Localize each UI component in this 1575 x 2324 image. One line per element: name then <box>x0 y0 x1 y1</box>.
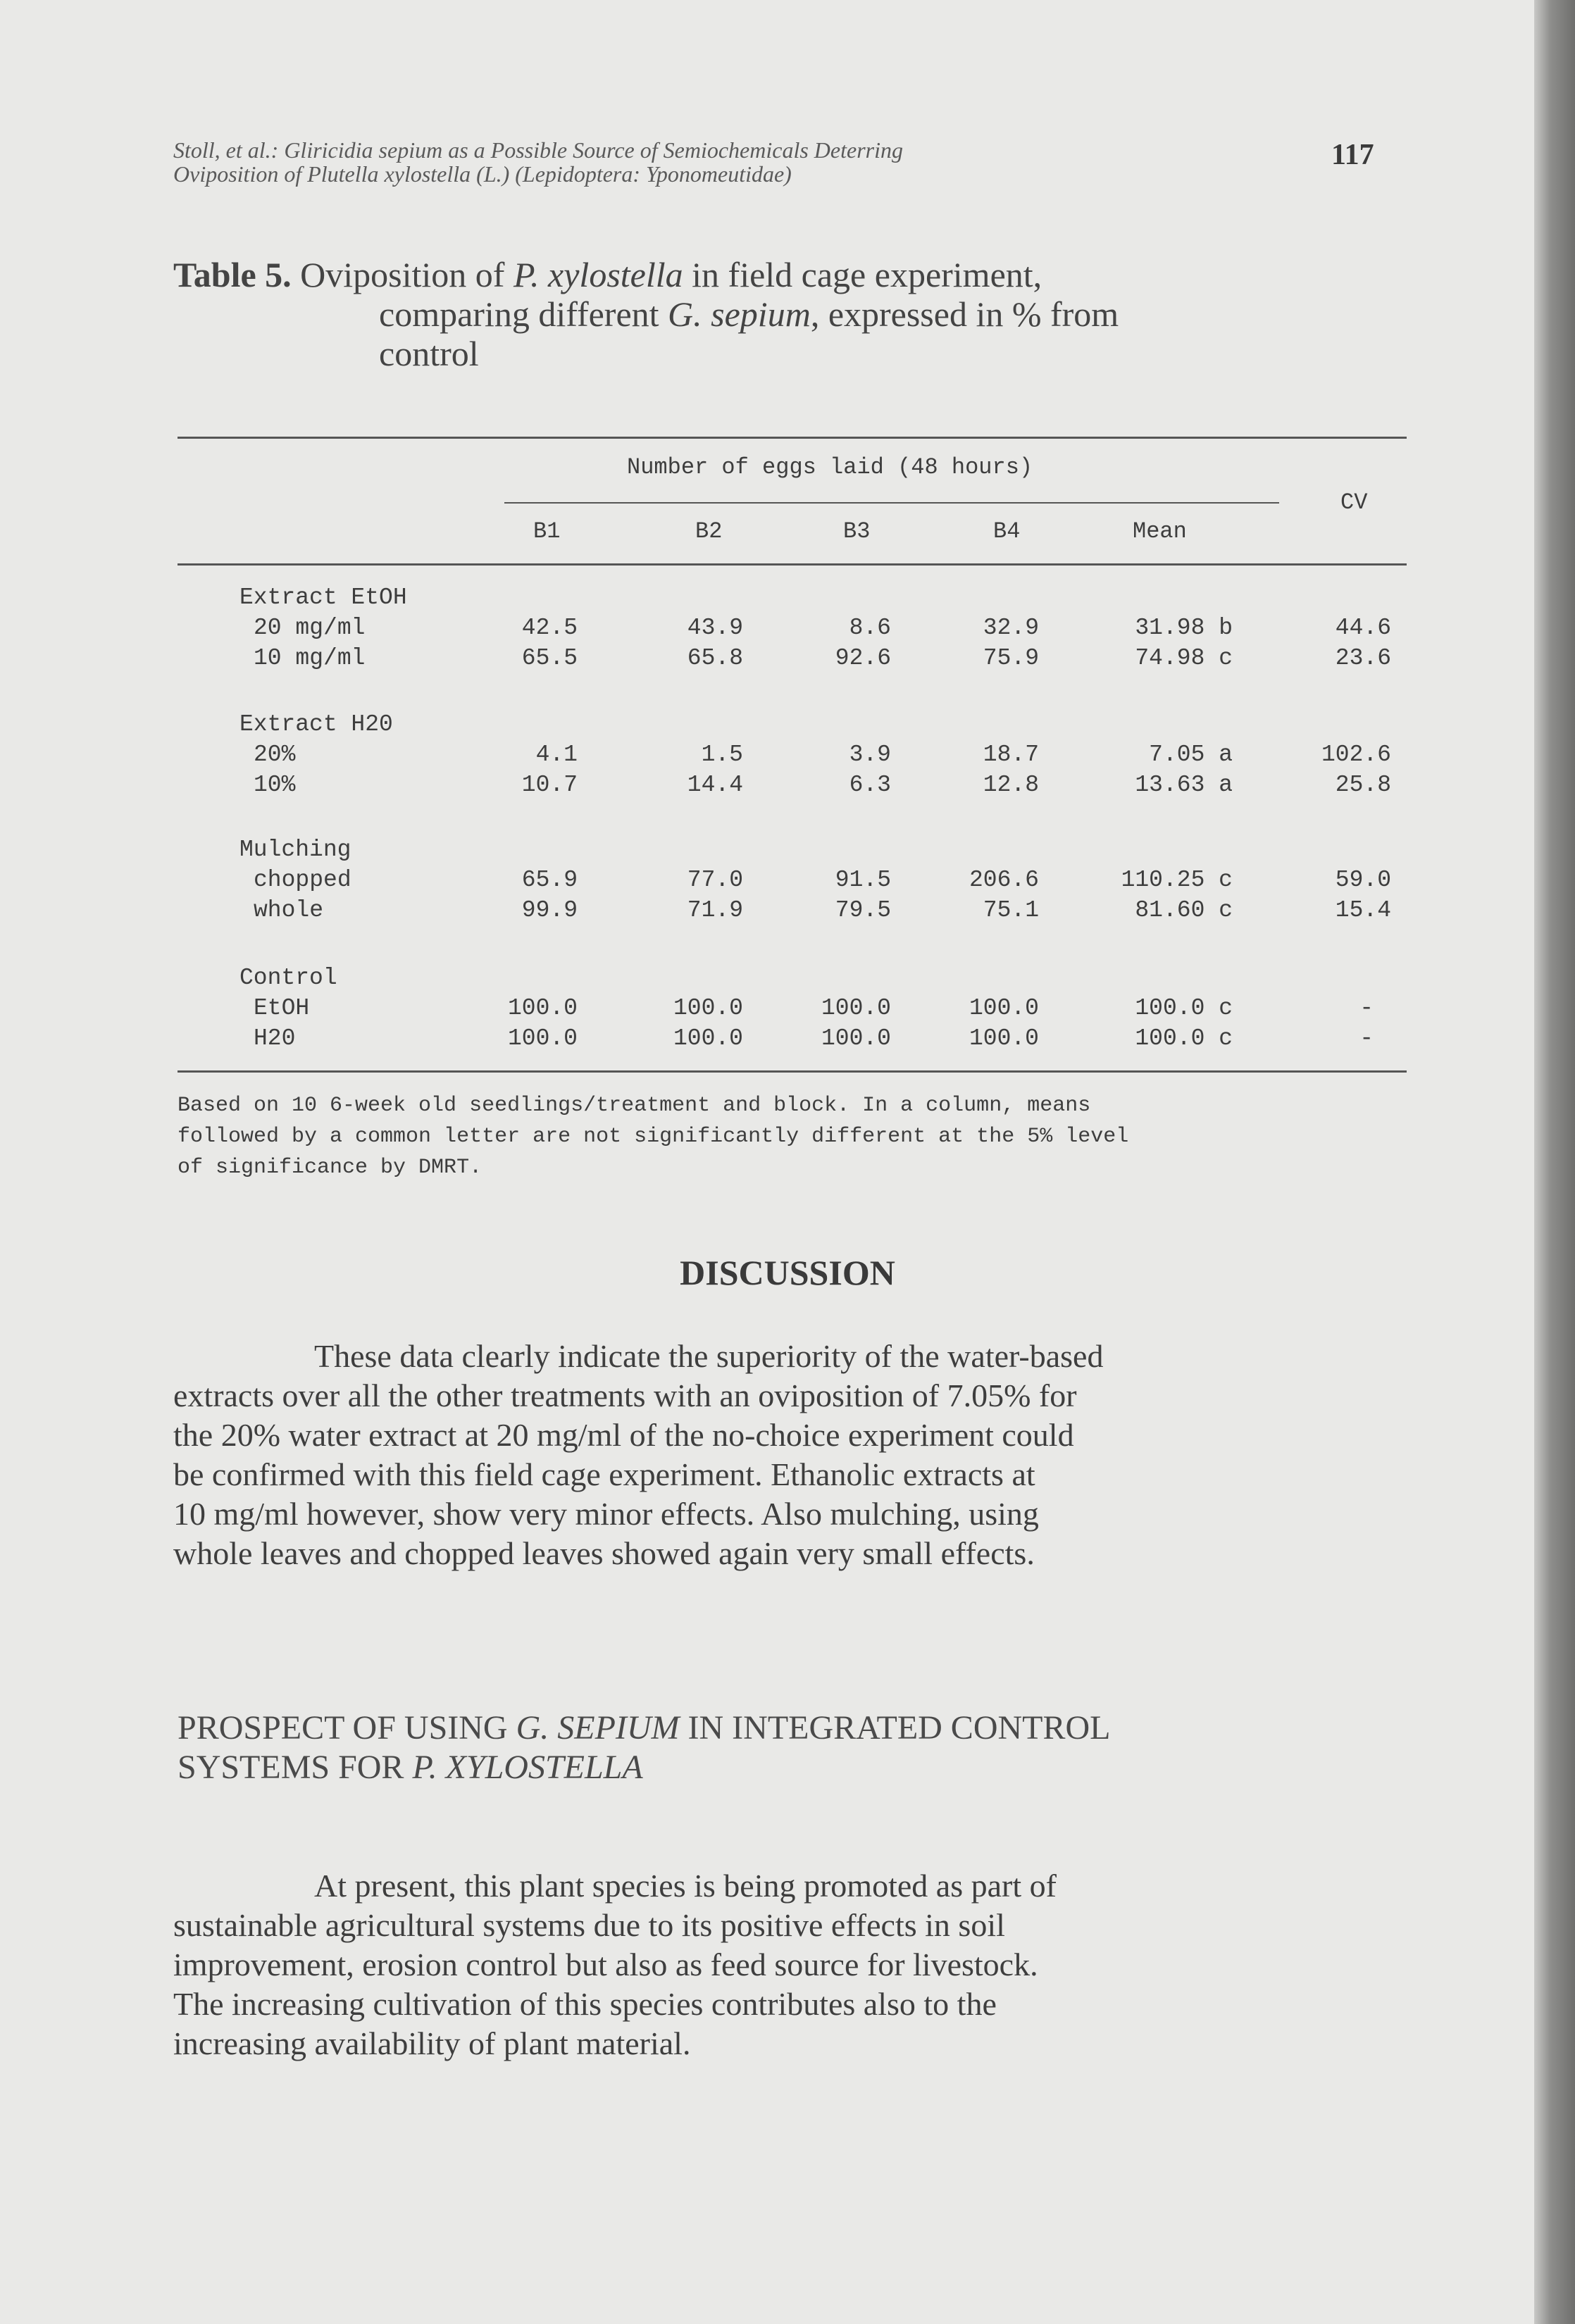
footnote-line-2: followed by a common letter are not significantly different at the 5% level <box>178 1125 1129 1149</box>
group-label-mulching: Mulching <box>239 837 351 863</box>
prospect-line: sustainable agricultural systems due to its positive effects in soil <box>173 1907 1005 1943</box>
cell-b1: 42.5 <box>521 615 578 641</box>
caption-species-2: G. sepium <box>668 294 811 334</box>
cell-b1: 99.9 <box>521 897 578 923</box>
row-label: 20 mg/ml <box>254 615 366 641</box>
row-label: EtOH <box>254 995 310 1021</box>
cell-b1: 10.7 <box>521 772 578 798</box>
cell-b2: 100.0 <box>673 995 743 1021</box>
table-bottom-rule <box>178 1070 1407 1073</box>
table-caption <box>173 255 1399 373</box>
prospect-heading-2a: SYSTEMS FOR <box>178 1749 413 1786</box>
col-header-b1: B1 <box>533 518 561 544</box>
cell-b4: 18.7 <box>983 742 1039 768</box>
cell-mean: 110.25 c <box>1121 867 1233 893</box>
group-label-extract-etoh: Extract EtOH <box>239 585 407 611</box>
caption-text-1a: Oviposition of <box>300 255 513 294</box>
cell-b3: 3.9 <box>849 742 891 768</box>
row-label: H20 <box>254 1025 296 1051</box>
cell-b3: 92.6 <box>835 645 891 671</box>
discussion-line: whole leaves and chopped leaves showed again very small effects. <box>173 1535 1035 1571</box>
prospect-paragraph <box>173 1866 1399 2063</box>
col-header-mean: Mean <box>1133 518 1187 544</box>
cell-cv: 23.6 <box>1335 645 1391 671</box>
caption-text-1b: in field cage experiment, <box>683 255 1042 294</box>
group-header: Number of eggs laid (48 hours) <box>627 454 1033 480</box>
cell-b2: 71.9 <box>687 897 743 923</box>
header-bottom-rule <box>178 563 1407 566</box>
discussion-paragraph <box>173 1337 1399 1573</box>
cell-b1: 4.1 <box>535 742 578 768</box>
cell-mean: 7.05 a <box>1149 742 1233 768</box>
cell-cv: 25.8 <box>1335 772 1391 798</box>
cell-b2: 65.8 <box>687 645 743 671</box>
cell-mean: 100.0 c <box>1135 1025 1233 1051</box>
running-head <box>173 138 1328 186</box>
cell-cv: 44.6 <box>1335 615 1391 641</box>
cell-cv: 102.6 <box>1321 742 1391 768</box>
discussion-heading: DISCUSSION <box>680 1253 895 1292</box>
cell-cv: - <box>1359 995 1374 1021</box>
prospect-line: At present, this plant species is being promoted as part of <box>314 1868 1057 1904</box>
cell-b4: 100.0 <box>969 995 1039 1021</box>
col-header-cv: CV <box>1340 489 1368 516</box>
prospect-line: The increasing cultivation of this species contributes also to the <box>173 1986 997 2022</box>
cell-b3: 8.6 <box>849 615 891 641</box>
discussion-line: extracts over all the other treatments with an oviposition of 7.05% for <box>173 1377 1077 1413</box>
discussion-line: 10 mg/ml however, show very minor effects. Also mulching, using <box>173 1496 1039 1532</box>
prospect-heading-1a: PROSPECT OF USING <box>178 1709 516 1747</box>
cell-cv: - <box>1359 1025 1374 1051</box>
group-header-rule <box>504 502 1279 504</box>
cell-b1: 65.9 <box>521 867 578 893</box>
table-label: Table 5. <box>173 255 292 294</box>
group-label-extract-h20: Extract H20 <box>239 711 393 737</box>
cell-b3: 100.0 <box>821 1025 891 1051</box>
prospect-heading-1i: G. SEPIUM <box>516 1709 680 1747</box>
prospect-line: increasing availability of plant material. <box>173 2025 691 2061</box>
discussion-line: be confirmed with this field cage experiment. Ethanolic extracts at <box>173 1456 1035 1492</box>
footnote-line-1: Based on 10 6-week old seedlings/treatment and block. In a column, means <box>178 1094 1091 1118</box>
caption-species-1: P. xylostella <box>513 255 683 294</box>
discussion-line: the 20% water extract at 20 mg/ml of the no-choice experiment could <box>173 1417 1074 1453</box>
cell-b2: 100.0 <box>673 1025 743 1051</box>
cell-b4: 12.8 <box>983 772 1039 798</box>
cell-b3: 6.3 <box>849 772 891 798</box>
cell-b3: 79.5 <box>835 897 891 923</box>
row-label: 10% <box>254 772 296 798</box>
cell-b2: 1.5 <box>701 742 743 768</box>
running-head-line-2: Oviposition of Plutella xylostella (L.) (Lepidoptera: Yponomeutidae) <box>173 161 792 187</box>
cell-b4: 32.9 <box>983 615 1039 641</box>
prospect-heading <box>178 1708 1403 1787</box>
cell-mean: 74.98 c <box>1135 645 1233 671</box>
page-number: 117 <box>1331 139 1374 171</box>
cell-b1: 100.0 <box>507 1025 578 1051</box>
prospect-heading-2i: P. XYLOSTELLA <box>412 1749 643 1786</box>
row-label: 10 mg/ml <box>254 645 366 671</box>
cell-b2: 77.0 <box>687 867 743 893</box>
caption-text-3: control <box>379 334 479 373</box>
cell-b4: 206.6 <box>969 867 1039 893</box>
cell-b4: 75.1 <box>983 897 1039 923</box>
row-label: 20% <box>254 742 296 768</box>
cell-b3: 100.0 <box>821 995 891 1021</box>
cell-b4: 100.0 <box>969 1025 1039 1051</box>
cell-b4: 75.9 <box>983 645 1039 671</box>
caption-text-2a: comparing different <box>379 294 668 334</box>
discussion-line: These data clearly indicate the superiority of the water-based <box>314 1338 1104 1374</box>
table-top-rule <box>178 437 1407 439</box>
row-label: chopped <box>254 867 351 893</box>
prospect-heading-1b: IN INTEGRATED CONTROL <box>679 1709 1111 1747</box>
caption-text-2b: , expressed in % from <box>810 294 1119 334</box>
footnote-line-3: of significance by DMRT. <box>178 1156 483 1180</box>
cell-cv: 59.0 <box>1335 867 1391 893</box>
group-label-control: Control <box>239 965 337 991</box>
cell-b2: 14.4 <box>687 772 743 798</box>
scan-edge-shadow <box>1534 0 1575 2324</box>
cell-mean: 81.60 c <box>1135 897 1233 923</box>
cell-mean: 31.98 b <box>1135 615 1233 641</box>
cell-b3: 91.5 <box>835 867 891 893</box>
col-header-b4: B4 <box>993 518 1021 544</box>
running-head-line-1: Stoll, et al.: Gliricidia sepium as a Possible Source of Semiochemicals Deterring <box>173 137 903 163</box>
cell-mean: 13.63 a <box>1135 772 1233 798</box>
prospect-line: improvement, erosion control but also as feed source for livestock. <box>173 1947 1038 1982</box>
cell-b1: 100.0 <box>507 995 578 1021</box>
col-header-b3: B3 <box>843 518 871 544</box>
col-header-b2: B2 <box>695 518 723 544</box>
cell-cv: 15.4 <box>1335 897 1391 923</box>
row-label: whole <box>254 897 324 923</box>
table-footnote <box>178 1090 1410 1183</box>
cell-b1: 65.5 <box>521 645 578 671</box>
cell-mean: 100.0 c <box>1135 995 1233 1021</box>
cell-b2: 43.9 <box>687 615 743 641</box>
